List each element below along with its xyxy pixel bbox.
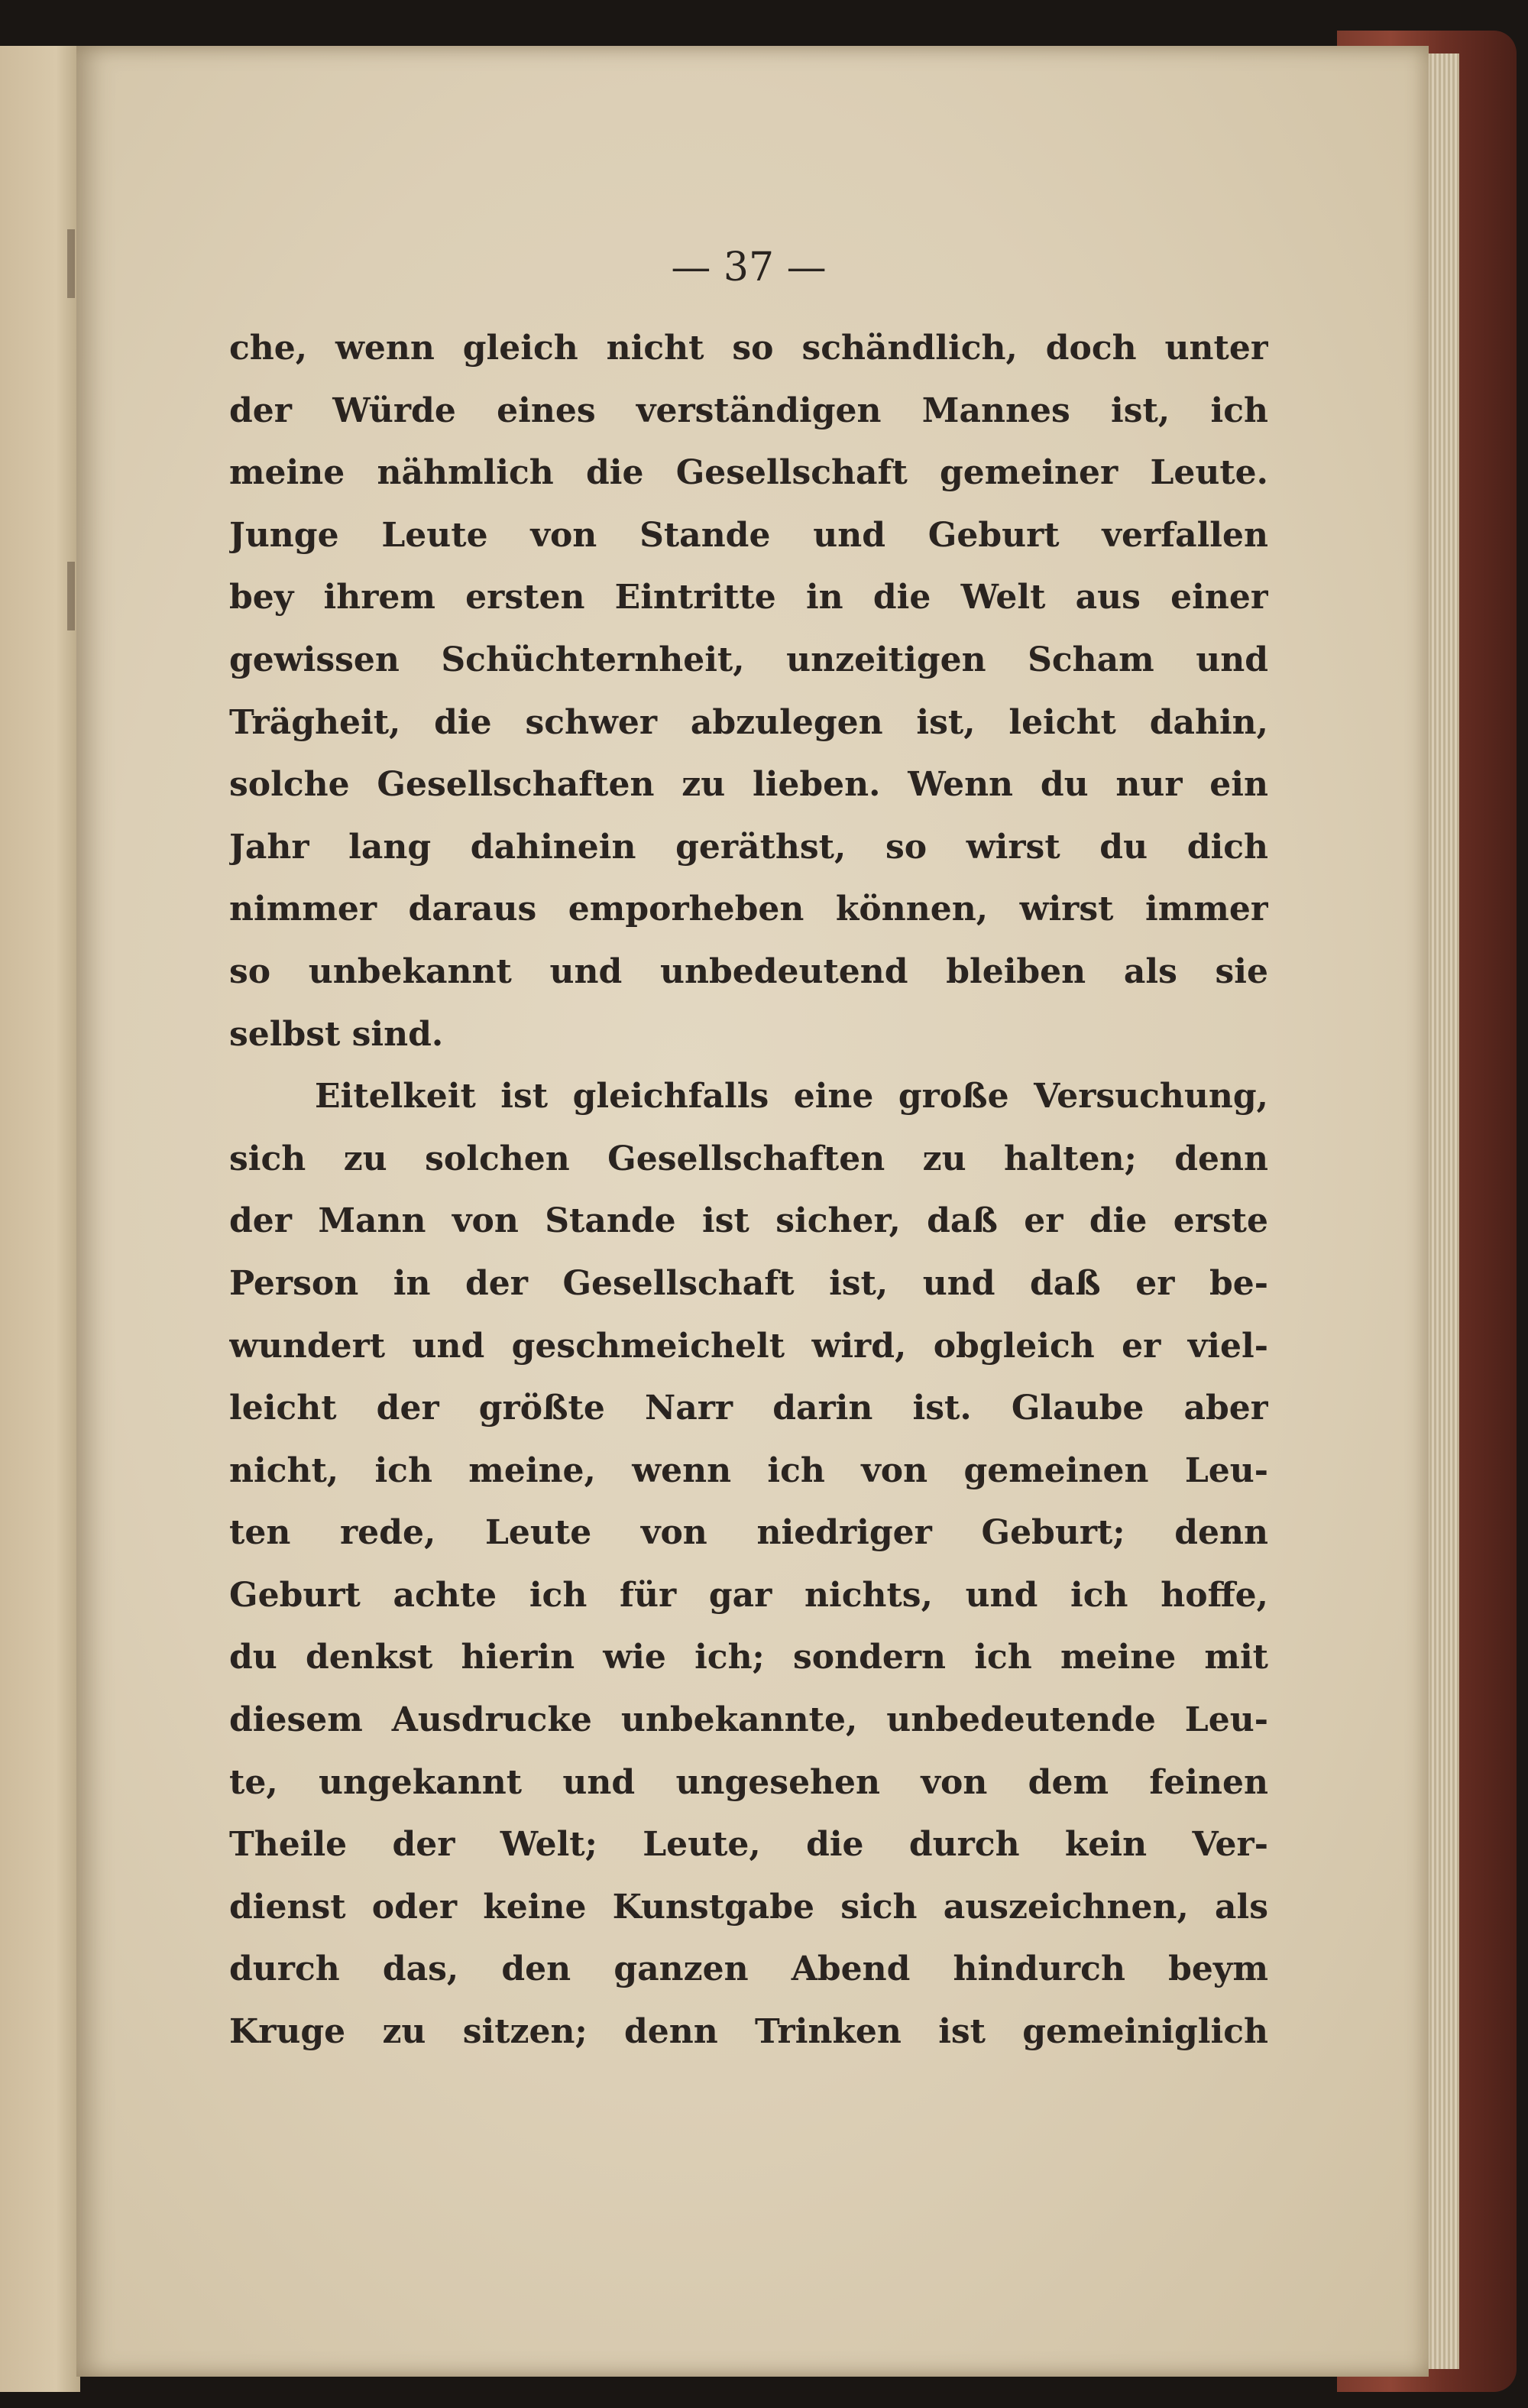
text-line: durch das, den ganzen Abend hindurch beym [229,1949,1268,1989]
text-line: che, wenn gleich nicht so schändlich, doch unter [229,329,1268,368]
text-line: diesem Ausdrucke unbekannte, unbedeutende Leu- [229,1700,1268,1740]
text-line: nimmer daraus emporheben können, wirst immer [229,890,1268,929]
text-line: gewissen Schüchternheit, unzeitigen Scham und [229,640,1268,679]
text-line: sich zu solchen Gesellschaften zu halten; denn [229,1139,1268,1178]
gutter-mark [67,229,75,298]
text-line: Kruge zu sitzen; denn Trinken ist gemeiniglich [229,2012,1268,2052]
text-line: Jahr lang dahinein geräthst, so wirst du dich [229,827,1268,867]
text-line: selbst sind. [229,1014,444,1054]
text-line: Junge Leute von Stande und Geburt verfallen [229,515,1268,555]
text-line: dienst oder keine Kunstgabe sich auszeichnen, als [229,1887,1268,1927]
text-line: Geburt achte ich für gar nichts, und ich hoffe, [229,1575,1268,1615]
text-line: du denkst hierin wie ich; sondern ich meine mit [229,1638,1268,1677]
text-line: der Mann von Stande ist sicher, daß er die erste [229,1201,1268,1241]
text-line: der Würde eines verständigen Mannes ist, ich [229,391,1268,430]
page-number: — 37 — [671,245,827,290]
text-line: so unbekannt und unbedeutend bleiben als sie [229,951,1268,991]
text-line: te, ungekannt und ungesehen von dem feinen [229,1762,1268,1802]
gutter-mark [67,562,75,630]
facing-page-edge [0,46,80,2392]
text-line: solche Gesellschaften zu lieben. Wenn du nur ein [229,765,1268,805]
text-line: Theile der Welt; Leute, die durch kein Ver- [229,1825,1268,1865]
text-line: bey ihrem ersten Eintritte in die Welt aus einer [229,578,1268,617]
text-line: ten rede, Leute von niedriger Geburt; denn [229,1513,1268,1553]
text-line: Person in der Gesellschaft ist, und daß er be- [229,1263,1268,1303]
text-line: wundert und geschmeichelt wird, obgleich er viel- [229,1326,1268,1366]
text-line: leicht der größte Narr darin ist. Glaube aber [229,1389,1268,1428]
text-line: nicht, ich meine, wenn ich von gemeinen Leu- [229,1450,1268,1490]
body-text [229,317,1268,2063]
text-line: Eitelkeit ist gleichfalls eine große Versuchung, [315,1077,1268,1116]
text-line: Trägheit, die schwer abzulegen ist, leicht dahin, [229,702,1268,742]
text-line: meine nähmlich die Gesellschaft gemeiner Leute. [229,453,1268,493]
